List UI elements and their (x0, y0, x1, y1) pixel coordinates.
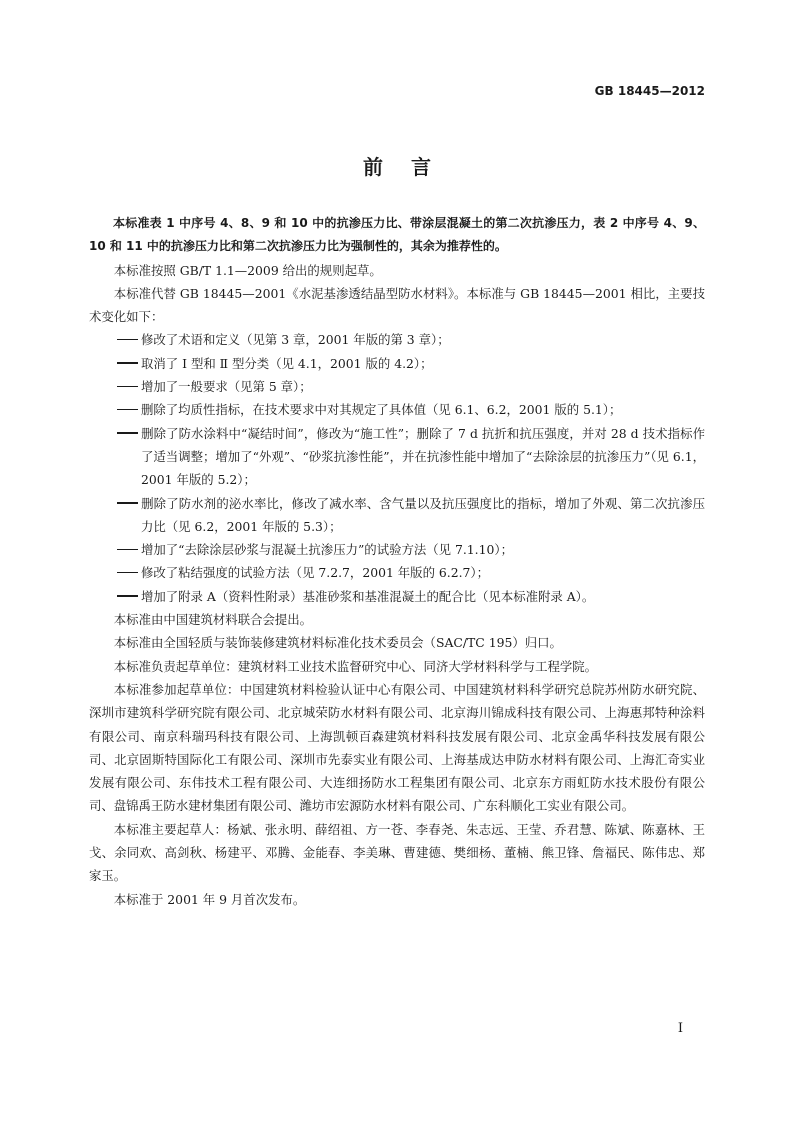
page-title: 前言 (363, 155, 459, 179)
standard-code-header: GB 18445—2012 (594, 84, 705, 98)
list-item: 增加了“去除涂层砂浆与混凝土抗渗压力”的试验方法（见 7.1.10）； (117, 538, 705, 561)
dash-bullet (117, 492, 141, 515)
list-item: 删除了均质性指标，在技术要求中对其规定了具体值（见 6.1、6.2，2001 版的 5.1）； (117, 398, 705, 421)
dash-bullet (117, 328, 141, 351)
dash-bullet (117, 422, 141, 445)
list-item: 取消了 Ⅰ 型和 Ⅱ 型分类（见 4.1，2001 版的 4.2）； (117, 352, 705, 375)
dash-bullet (117, 561, 141, 584)
list-item: 删除了防水剂的泌水率比，修改了减水率、含气量以及抗压强度比的指标，增加了外观、第二次抗渗压力比（见 6.2，2001 年版的 5.3）； (117, 492, 705, 539)
lead-drafting-units-paragraph: 本标准负责起草单位：建筑材料工业技术监督研究中心、同济大学材料科学与工程学院。 (113, 658, 598, 674)
dash-bullet (117, 398, 141, 421)
list-item: 修改了粘结强度的试验方法（见 7.2.7，2001 年版的 6.2.7）； (117, 561, 705, 584)
first-issue-paragraph: 本标准于 2001 年 9 月首次发布。 (113, 891, 306, 907)
list-item: 修改了术语和定义（见第 3 章，2001 年版的第 3 章）； (117, 328, 705, 351)
drafting-rules-paragraph: 本标准按照 GB/T 1.1—2009 给出的规则起草。 (113, 262, 382, 278)
dash-bullet (117, 585, 141, 608)
replacement-paragraph: 本标准代替 GB 18445—2001《水泥基渗透结晶型防水材料》。本标准与 GB 18445—2001 相比，主要技术变化如下： (89, 285, 705, 325)
dash-bullet (117, 352, 141, 375)
dash-bullet (117, 375, 141, 398)
mandatory-clause-paragraph: 本标准表 1 中序号 4、8、9 和 10 中的抗渗压力比、带涂层混凝土的第二次抗渗压力，表 2 中序号 4、9、10 和 11 中的抗渗压力比和第二次抗渗压力比为强制性的，其余为推荐性的。 (89, 216, 705, 254)
list-item: 增加了附录 A（资料性附录）基准砂浆和基准混凝土的配合比（见本标准附录 A）。 (117, 585, 705, 608)
main-drafters-paragraph: 本标准主要起草人：杨斌、张永明、薛绍祖、方一苍、李春尧、朱志远、王莹、乔君慧、陈斌、陈嘉林、王戈、余同欢、高剑秋、杨建平、邓腾、金能春、李美琳、曹建德、樊细杨、董楠、熊卫锋、詹福民、陈伟忠、郑家玉。 (89, 821, 705, 884)
managed-by-paragraph: 本标准由全国轻质与装饰装修建筑材料标准化技术委员会（SAC/TC 195）归口。 (113, 635, 562, 651)
proposed-by-paragraph: 本标准由中国建筑材料联合会提出。 (113, 612, 313, 628)
page-number: I (677, 1021, 683, 1036)
list-item: 删除了防水涂料中“凝结时间”，修改为“施工性”；删除了 7 d 抗折和抗压强度，并对 28 d 技术指标作了适当调整；增加了“外观”、“砂浆抗渗性能”，并在抗渗性能中增加了“去除涂层的抗渗压力”（见 6.1，2001 年版的 5.2）； (117, 422, 705, 492)
list-item: 增加了一般要求（见第 5 章）； (117, 375, 705, 398)
foreword-body (89, 212, 705, 911)
dash-bullet (117, 538, 141, 561)
participating-units-paragraph: 本标准参加起草单位：中国建筑材料检验认证中心有限公司、中国建筑材料科学研究总院苏州防水研究院、深圳市建筑科学研究院有限公司、北京城荣防水材料有限公司、北京海川锦成科技有限公司、上海惠邦特种涂料有限公司、南京科瑞玛科技有限公司、上海凯顿百森建筑材料科技发展有限公司、北京金禹华科技发展有限公司、北京固斯特国际化工有限公司、深圳市先泰实业有限公司、上海基成达申防水材料有限公司、上海汇奇实业发展有限公司、东伟技术工程有限公司、大连细扬防水工程集团有限公司、北京东方雨虹防水技术股份有限公司、盘锦禹王防水建材集团有限公司、潍坊市宏源防水材料有限公司、广东科顺化工实业有限公司。 (89, 681, 705, 814)
technical-changes-list (89, 328, 705, 608)
